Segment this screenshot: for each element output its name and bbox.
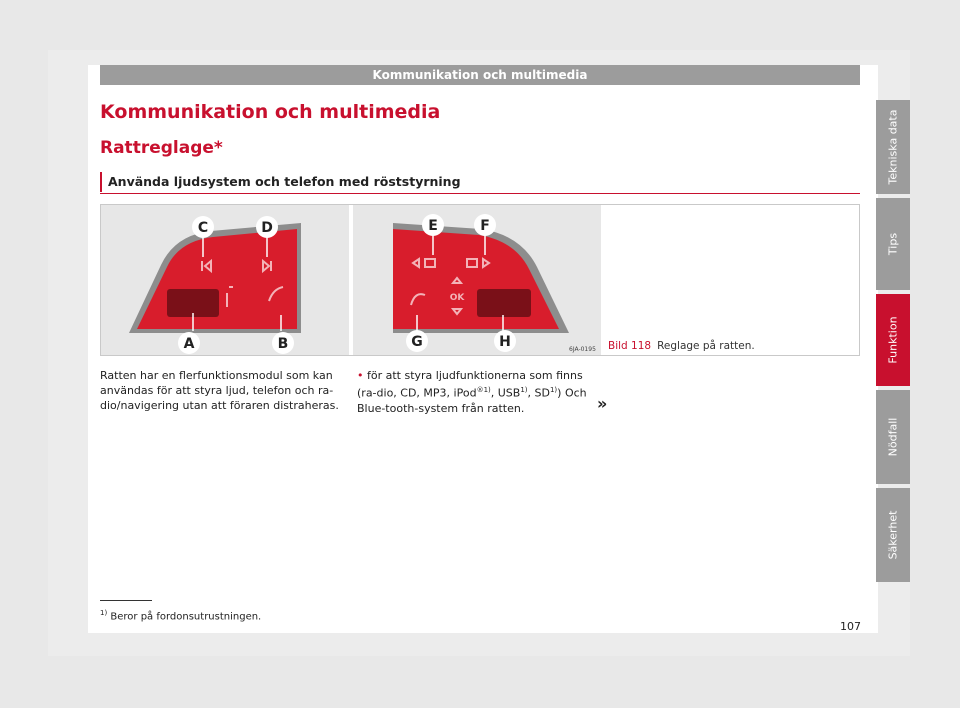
label-b: B [277, 336, 289, 352]
footnote-ref-3: 1) [549, 386, 558, 394]
ok-button-label: OK [449, 293, 465, 303]
figure-caption-label: Bild 118 [608, 340, 652, 352]
bullet-text-a: för att styra ljudfunktionerna som finns (ra-dio, CD, MP3, iPod [357, 369, 583, 400]
section-rule [100, 193, 860, 194]
figure-reference: 6JA-0195 [569, 346, 596, 353]
footnote-ref-1: ®1) [476, 386, 491, 394]
label-h: H [499, 334, 511, 350]
continue-mark: » [597, 394, 608, 413]
label-e: E [428, 218, 438, 234]
tab-label: Säkerhet [886, 510, 900, 560]
footnote [100, 609, 261, 622]
steering-controls-illustration [101, 205, 859, 355]
bullet-text-b: , USB [490, 386, 521, 400]
bullet-text-d: ) Och Blue-tooth-system från ratten. [357, 386, 587, 415]
page-title: Kommunikation och multimedia [100, 101, 441, 123]
bullet-text-c: , SD [527, 386, 550, 400]
figure [100, 204, 860, 356]
label-a: A [183, 336, 195, 352]
right-scroll-wheel [477, 289, 531, 317]
footnote-ref-2: 1) [520, 386, 528, 394]
bullet-marker: • [357, 369, 364, 382]
label-d: D [261, 220, 273, 236]
tab-tips[interactable] [876, 198, 910, 290]
section-heading: Använda ljudsystem och telefon med röststyrning [100, 172, 860, 192]
footnote-marker: 1) [100, 609, 108, 617]
left-scroll-wheel [167, 289, 219, 317]
tab-nodfall[interactable] [876, 390, 910, 484]
page-number: 107 [840, 620, 861, 633]
tab-label: Funktion [886, 316, 900, 364]
footnote-text: Beror på fordonsutrustningen. [110, 611, 262, 623]
footnote-rule [100, 600, 152, 601]
label-f: F [480, 218, 490, 234]
tab-funktion[interactable] [876, 294, 910, 386]
label-c: C [197, 220, 209, 236]
tab-sakerhet[interactable] [876, 488, 910, 582]
tab-label: Tekniska data [886, 109, 900, 185]
label-g: G [411, 334, 423, 350]
tab-label: Tips [886, 232, 900, 256]
running-header: Kommunikation och multimedia [100, 65, 860, 85]
figure-caption [608, 340, 755, 352]
tab-label: Nödfall [886, 417, 900, 457]
figure-caption-text: Reglage på ratten. [657, 340, 755, 352]
body-column-2 [357, 368, 602, 416]
tab-tekniska-data[interactable] [876, 100, 910, 194]
body-column-1: Ratten har en flerfunktionsmodul som kan användas för att styra ljud, telefon och ra-dio/navigering utan att föraren distraheras. [100, 369, 339, 412]
page-subtitle: Rattreglage* [100, 138, 223, 158]
